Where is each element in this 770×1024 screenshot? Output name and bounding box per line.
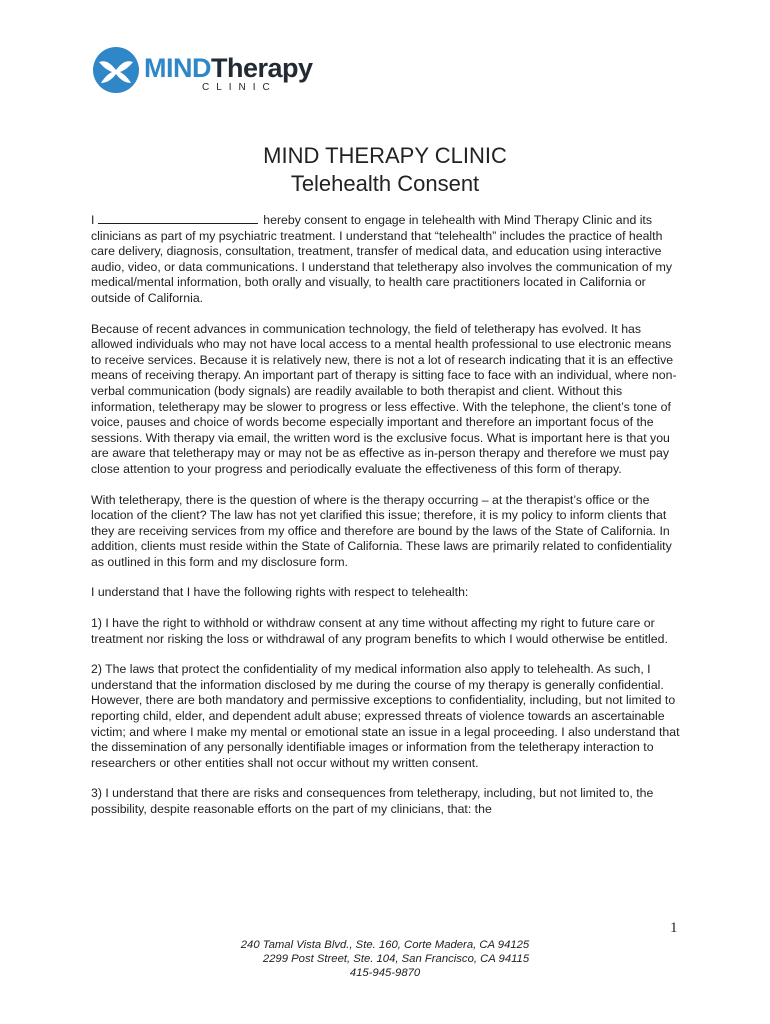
mind-therapy-butterfly-icon (92, 46, 140, 94)
consent-paragraph-3: With teletherapy, there is the question of where is the therapy occurring – at the therapist’s office or the location of the client? The law has not yet clarified this issue; therefore, it is my policy to inform clients that they are receiving services from my office and therefore are bound by the laws of the State of California. In addition, clients must reside within the State of California. These laws are primarily related to confidentiality as outlined in this form and my disclosure form. (91, 492, 672, 569)
logo-therapy-text: Therapy (211, 53, 313, 83)
consent-paragraph-4: I understand that I have the following rights with respect to telehealth: (91, 585, 469, 600)
rights-item-2: 2) The laws that protect the confidentiality of my medical information also apply to telehealth. As such, I understand that the information disclosed by me during the course of my therapy is generally confidential. However, there are both mandatory and permissive exceptions to confidentiality, including, but not limited to reporting child, elder, and dependent adult abuse; expressed threats of violence towards an ascertainable victim; and where I make my mental or emotional state an issue in a legal proceeding. I also understand that the dissemination of any personally identifiable images or information from the teletherapy interaction to researchers or other entities shall not occur without my written consent. (91, 662, 680, 770)
clinic-logo (92, 46, 352, 98)
consent-paragraph-2: Because of recent advances in communication technology, the field of teletherapy has evolved. It has allowed individuals who may not have local access to a mental health professional to use electronic means to receive services. Because it is relatively new, there is not a lot of research indicating that it is an effective means of receiving therapy. An important part of therapy is sitting face to face with an individual, where non-verbal communication (body signals) are readily available to both therapist and client. Without this information, teletherapy may be slower to progress or less effective. With the telephone, the client’s tone of voice, pauses and choice of words become especially important and therefore an important focus of the sessions. With therapy via email, the written word is the exclusive focus. What is important here is that you are aware that teletherapy may or may not be as effective as in-person therapy and therefore we must pay close attention to your progress and periodically evaluate the effectiveness of this form of therapy. (91, 321, 677, 476)
logo-mind-text: MIND (144, 53, 211, 83)
logo-clinic-text: CLINIC (202, 82, 277, 93)
consent-prefix: I (91, 213, 95, 227)
footer-address-2: 2299 Post Street, Ste. 104, San Francisco, CA 94115 (262, 953, 530, 965)
consent-paragraph-1 (91, 212, 681, 307)
name-blank-line[interactable] (98, 212, 258, 224)
rights-item-1: 1) I have the right to withhold or withdraw consent at any time without affecting my right to future care or treatment nor risking the loss or withdrawal of any program benefits to which I would otherwise be entitled. (91, 616, 668, 646)
consent-body (91, 212, 681, 833)
document-title: MIND THERAPY CLINIC (263, 143, 507, 168)
footer-phone: 415-945-9870 (349, 967, 421, 979)
page-number: 1 (670, 920, 678, 936)
rights-item-3: 3) I understand that there are risks and consequences from teletherapy, including, but not limited to, the possibility, despite reasonable efforts on the part of my clinicians, that: the (91, 786, 654, 816)
consent-paragraph-1-text: hereby consent to engage in telehealth with Mind Therapy Clinic and its clinicians as part of my psychiatric treatment. I understand that “telehealth” includes the practice of health care delivery, diagnosis, consultation, treatment, transfer of medical data, and education using interactive audio, video, or data communications. I understand that teletherapy also involves the communication of my medical/mental information, both orally and visually, to health care practitioners located in California or outside of California. (91, 213, 673, 305)
document-subtitle: Telehealth Consent (290, 171, 480, 196)
logo-wordmark (144, 55, 313, 82)
footer-address-1: 240 Tamal Vista Blvd., Ste. 160, Corte Madera, CA 94125 (240, 939, 530, 951)
